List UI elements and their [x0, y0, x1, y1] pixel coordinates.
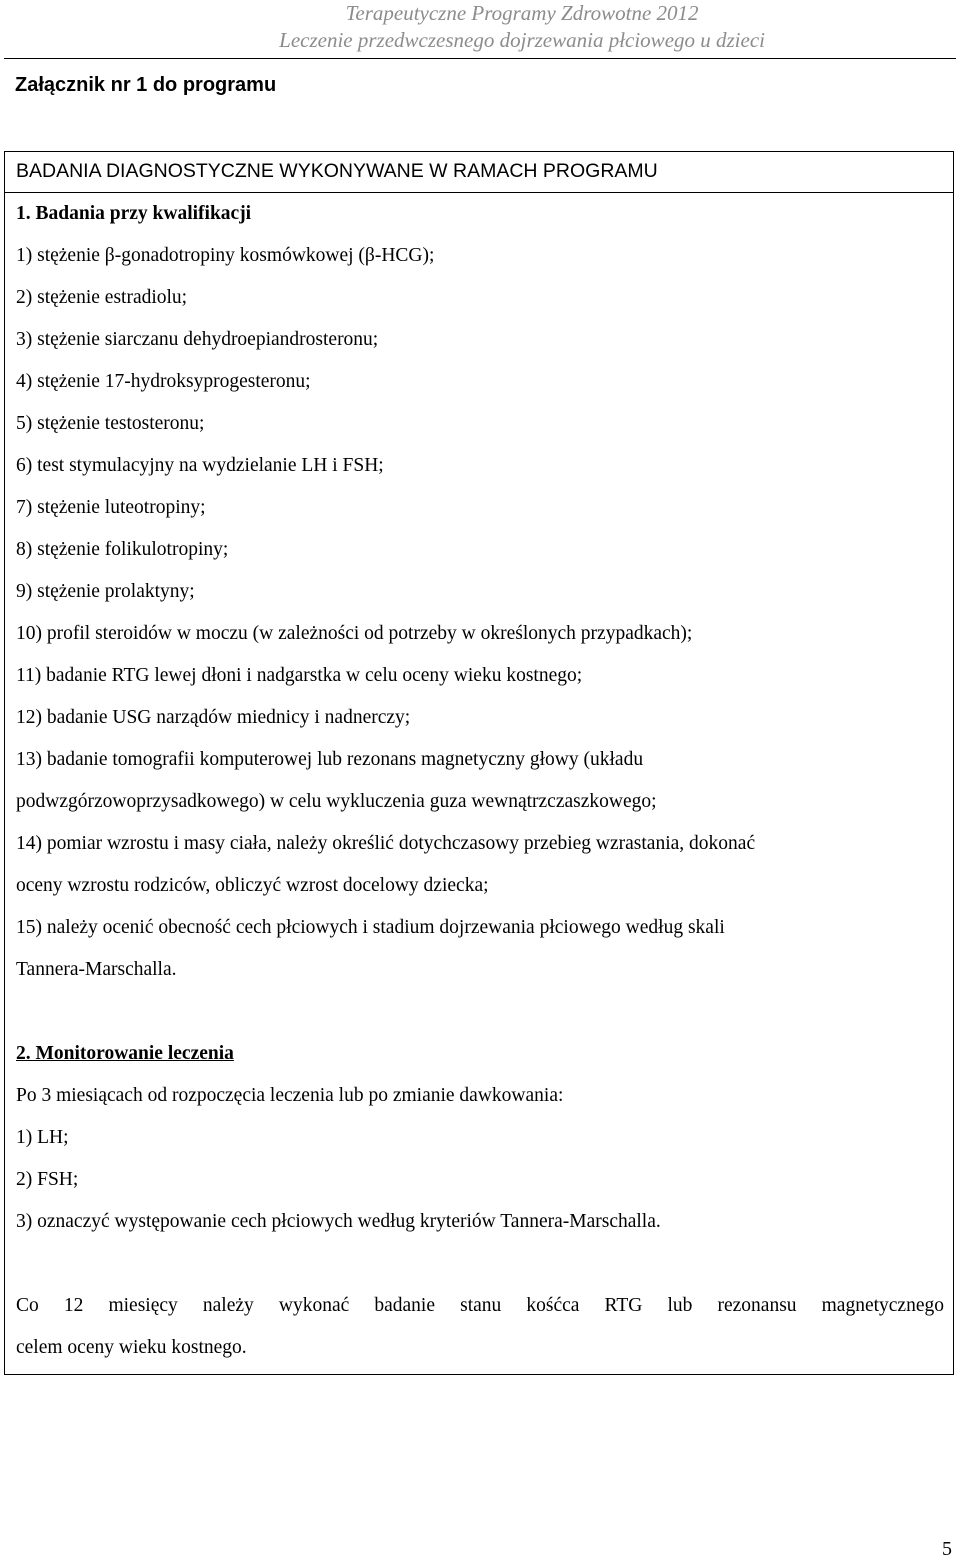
table-title: BADANIA DIAGNOSTYCZNE WYKONYWANE W RAMACH PROGRAMU	[16, 160, 658, 182]
list-item: 15) należy ocenić obecność cech płciowych i stadium dojrzewania płciowego według skali	[16, 917, 725, 938]
list-item: 8) stężenie folikulotropiny;	[16, 539, 229, 560]
header-divider	[4, 58, 956, 59]
annex-title: Załącznik nr 1 do programu	[15, 74, 277, 96]
list-item-continuation: podwzgórzowoprzysadkowego) w celu wykluczenia guza wewnątrzczaszkowego;	[16, 791, 657, 812]
section1-heading: 1. Badania przy kwalifikacji	[16, 203, 252, 224]
section2-heading: 2. Monitorowanie leczenia	[16, 1043, 234, 1064]
list-item: 12) badanie USG narządów miednicy i nadnerczy;	[16, 707, 411, 728]
section2-intro: Po 3 miesiącach od rozpoczęcia leczenia lub po zmianie dawkowania:	[16, 1085, 564, 1106]
section2-note-line1: Co 12 miesięcy należy wykonać badanie stanu kośćca RTG lub rezonansu magnetycznego	[16, 1295, 944, 1316]
list-item: 11) badanie RTG lewej dłoni i nadgarstka w celu oceny wieku kostnego;	[16, 665, 583, 686]
header-program-subtitle: Leczenie przedwczesnego dojrzewania płciowego u dzieci	[279, 28, 765, 52]
header-program-title: Terapeutyczne Programy Zdrowotne 2012	[345, 1, 699, 25]
list-item: 6) test stymulacyjny na wydzielanie LH i FSH;	[16, 455, 384, 476]
list-item: 4) stężenie 17-hydroksyprogesteronu;	[16, 371, 311, 392]
list-item: 7) stężenie luteotropiny;	[16, 497, 206, 518]
diagnostics-table	[4, 151, 954, 1375]
list-item-continuation: Tannera-Marschalla.	[16, 959, 177, 980]
list-item-continuation: oceny wzrostu rodziców, obliczyć wzrost docelowy dziecka;	[16, 875, 489, 896]
table-title-row	[5, 152, 953, 193]
list-item: 5) stężenie testosteronu;	[16, 413, 205, 434]
list-item: 2) FSH;	[16, 1169, 79, 1190]
list-item: 2) stężenie estradiolu;	[16, 287, 188, 308]
list-item: 13) badanie tomografii komputerowej lub rezonans magnetyczny głowy (układu	[16, 749, 644, 770]
list-item: 9) stężenie prolaktyny;	[16, 581, 195, 602]
section2-note-line2: celem oceny wieku kostnego.	[16, 1337, 247, 1358]
list-item: 1) stężenie β-gonadotropiny kosmówkowej (β-HCG);	[16, 245, 435, 266]
list-item: 1) LH;	[16, 1127, 69, 1148]
list-item: 3) stężenie siarczanu dehydroepiandrosteronu;	[16, 329, 379, 350]
list-item: 14) pomiar wzrostu i masy ciała, należy określić dotychczasowy przebieg wzrastania, dokonać	[16, 833, 756, 854]
page-number: 5	[942, 1538, 952, 1560]
list-item: 10) profil steroidów w moczu (w zależności od potrzeby w określonych przypadkach);	[16, 623, 693, 644]
running-header	[279, 0, 765, 54]
list-item: 3) oznaczyć występowanie cech płciowych według kryteriów Tannera-Marschalla.	[16, 1211, 661, 1232]
